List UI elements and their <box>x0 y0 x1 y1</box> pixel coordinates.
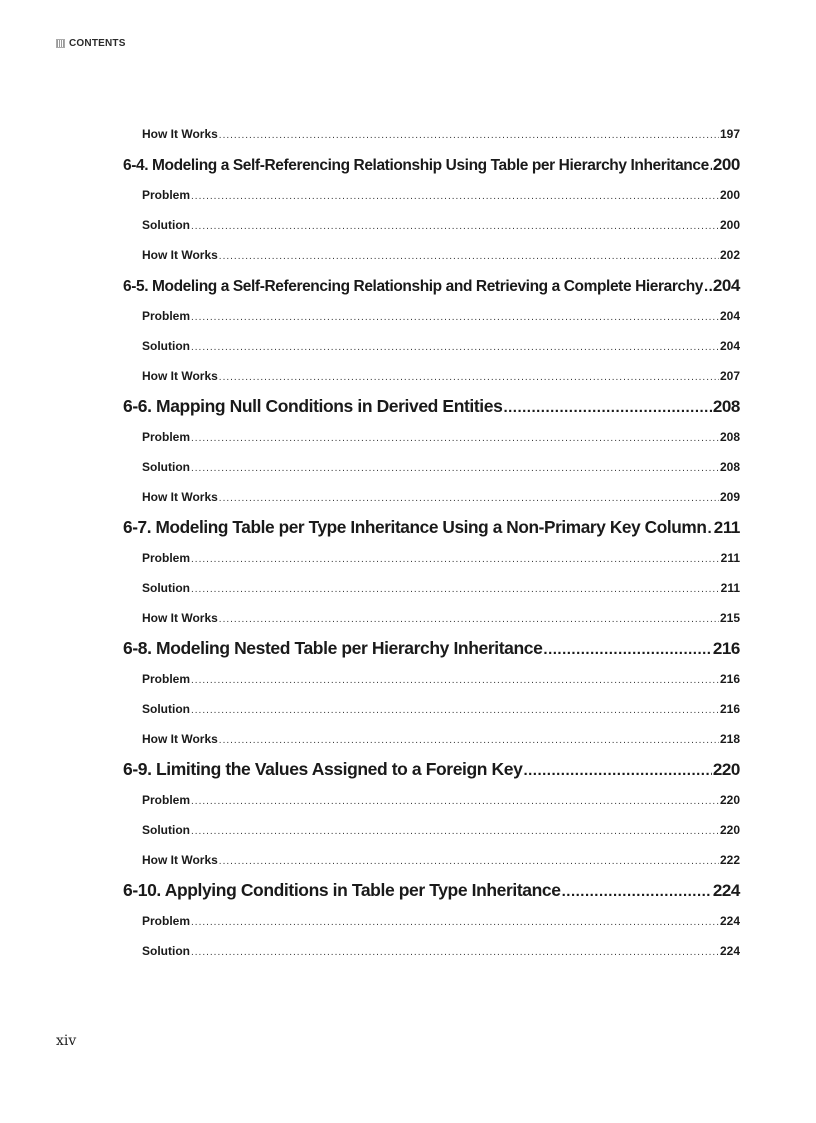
toc-subentry[interactable] <box>123 331 740 361</box>
toc-entry-title: How It Works <box>142 853 218 867</box>
dot-leader <box>704 271 712 302</box>
toc-entry-page: 204 <box>719 339 740 353</box>
toc-entry-page: 215 <box>719 611 740 625</box>
toc-entry-page: 220 <box>719 823 740 837</box>
toc-subentry[interactable] <box>123 694 740 724</box>
toc-section-entry[interactable] <box>123 875 740 906</box>
toc-entry-title: Problem <box>142 672 191 686</box>
toc-entry-title: 6-8. Modeling Nested Table per Hierarchy Inheritance <box>123 638 543 658</box>
toc-entry-page: 220 <box>719 793 740 807</box>
dot-leader <box>219 121 719 151</box>
toc-entry-page: 216 <box>719 702 740 716</box>
toc-section-entry[interactable] <box>123 754 740 785</box>
toc-entry-page: 208 <box>712 397 740 416</box>
toc-entry-title: Problem <box>142 914 191 928</box>
dot-leader <box>219 605 719 635</box>
dot-leader <box>710 150 712 181</box>
toc-entry-page: 211 <box>713 518 740 537</box>
toc-entry-title: 6-9. Limiting the Values Assigned to a Foreign Key <box>123 759 523 779</box>
toc-entry-title: How It Works <box>142 127 218 141</box>
toc-subentry[interactable] <box>123 180 740 210</box>
page-number: xiv <box>56 1033 77 1049</box>
toc-entry-page: 209 <box>719 490 740 504</box>
toc-entry-page: 216 <box>712 639 740 658</box>
toc-entry-title: How It Works <box>142 248 218 262</box>
toc-entry-page: 208 <box>719 460 740 474</box>
toc-entry-page: 200 <box>719 188 740 202</box>
toc-subentry[interactable] <box>123 240 740 270</box>
dot-leader <box>219 363 719 393</box>
dot-leader <box>707 513 712 544</box>
toc-entry-page: 207 <box>719 369 740 383</box>
toc-subentry[interactable] <box>123 785 740 815</box>
dot-leader <box>543 634 711 665</box>
toc-entry-title: 6-5. Modeling a Self-Referencing Relationship and Retrieving a Complete Hierarchy <box>123 278 703 295</box>
toc-section-entry[interactable] <box>123 512 740 543</box>
dot-leader <box>191 696 719 726</box>
toc-entry-title: How It Works <box>142 369 218 383</box>
toc-entry-title: 6-4. Modeling a Self-Referencing Relationship Using Table per Hierarchy Inheritance <box>123 157 709 174</box>
toc-entry-page: 211 <box>720 581 740 595</box>
dot-leader <box>191 333 719 363</box>
toc-entry-page: 222 <box>719 853 740 867</box>
dot-leader <box>191 787 719 817</box>
dot-leader <box>219 847 719 877</box>
toc-subentry[interactable] <box>123 543 740 573</box>
toc-subentry[interactable] <box>123 301 740 331</box>
dot-leader <box>219 242 719 272</box>
toc-subentry[interactable] <box>123 482 740 512</box>
toc-entry-page: 208 <box>719 430 740 444</box>
toc-entry-title: Solution <box>142 339 190 353</box>
toc-subentry[interactable] <box>123 906 740 936</box>
toc-entry-title: 6-6. Mapping Null Conditions in Derived Entities <box>123 396 503 416</box>
toc-section-entry[interactable] <box>123 149 740 180</box>
toc-section-entry[interactable] <box>123 633 740 664</box>
toc-entry-page: 224 <box>712 881 740 900</box>
running-header <box>56 38 126 49</box>
toc-subentry[interactable] <box>123 724 740 754</box>
toc-entry-page: 204 <box>712 276 740 295</box>
dot-leader <box>219 726 719 756</box>
dot-leader <box>191 938 719 968</box>
toc-entry-title: Problem <box>142 309 191 323</box>
toc-subentry[interactable] <box>123 603 740 633</box>
dot-leader <box>191 575 720 605</box>
toc-entry-page: 211 <box>720 551 740 565</box>
dot-leader <box>191 666 719 696</box>
toc-entry-title: Problem <box>142 551 191 565</box>
dot-leader <box>191 182 719 212</box>
toc-entry-page: 224 <box>719 944 740 958</box>
toc-entry-page: 200 <box>712 155 740 174</box>
toc-entry-page: 197 <box>719 127 740 141</box>
toc-subentry[interactable] <box>123 573 740 603</box>
dot-leader <box>191 545 720 575</box>
toc-entry-page: 218 <box>719 732 740 746</box>
running-header-label: CONTENTS <box>69 38 126 49</box>
dot-leader <box>191 212 719 242</box>
toc-entry-page: 220 <box>712 760 740 779</box>
toc-subentry[interactable] <box>123 452 740 482</box>
toc-entry-title: Problem <box>142 188 191 202</box>
toc-subentry[interactable] <box>123 361 740 391</box>
table-of-contents <box>123 119 740 966</box>
toc-subentry[interactable] <box>123 845 740 875</box>
toc-entry-title: Solution <box>142 581 190 595</box>
toc-entry-title: Problem <box>142 793 191 807</box>
toc-entry-title: Solution <box>142 218 190 232</box>
toc-entry-page: 200 <box>719 218 740 232</box>
dot-leader <box>503 392 711 423</box>
toc-subentry[interactable] <box>123 210 740 240</box>
dot-leader <box>191 454 719 484</box>
toc-entry-page: 216 <box>719 672 740 686</box>
toc-entry-page: 202 <box>719 248 740 262</box>
dot-leader <box>191 424 719 454</box>
toc-entry-title: Solution <box>142 823 190 837</box>
toc-entry-title: Solution <box>142 944 190 958</box>
dot-leader <box>191 817 719 847</box>
dot-leader <box>219 484 719 514</box>
toc-entry-page: 204 <box>719 309 740 323</box>
dot-leader <box>523 755 711 786</box>
toc-subentry[interactable] <box>123 936 740 966</box>
dot-leader <box>191 303 719 333</box>
toc-entry-title: Solution <box>142 702 190 716</box>
toc-section-entry[interactable] <box>123 270 740 301</box>
toc-entry-title: How It Works <box>142 732 218 746</box>
toc-entry-page: 224 <box>719 914 740 928</box>
contents-marker-icon <box>56 39 65 48</box>
toc-subentry[interactable] <box>123 815 740 845</box>
toc-subentry[interactable] <box>123 664 740 694</box>
toc-entry-title: 6-7. Modeling Table per Type Inheritance Using a Non-Primary Key Column <box>123 517 707 537</box>
toc-entry-title: 6-10. Applying Conditions in Table per Type Inheritance <box>123 880 561 900</box>
toc-entry-title: How It Works <box>142 611 218 625</box>
toc-entry-title: Problem <box>142 430 191 444</box>
dot-leader <box>562 876 712 907</box>
toc-entry-title: Solution <box>142 460 190 474</box>
toc-subentry[interactable] <box>123 422 740 452</box>
toc-entry-title: How It Works <box>142 490 218 504</box>
dot-leader <box>191 908 719 938</box>
toc-section-entry[interactable] <box>123 391 740 422</box>
toc-subentry[interactable] <box>123 119 740 149</box>
